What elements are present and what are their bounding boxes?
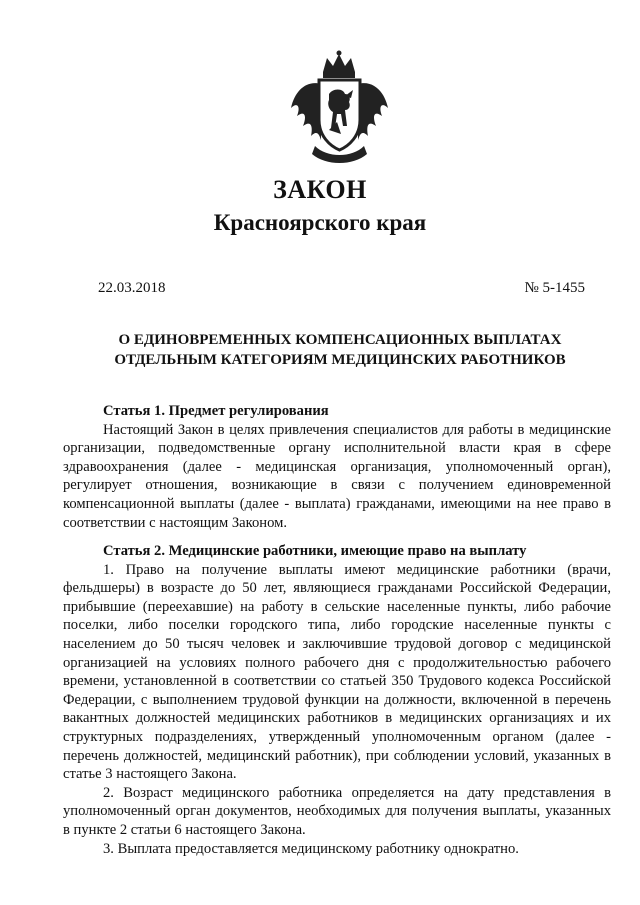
article-2-paragraph-1: 1. Право на получение выплаты имеют медицинские работники (врачи, фельдшеры) в возрасте до 50 лет, являющиеся гражданами Российской Федерации, прибывшие (переехавшие) на работу в сельские населенные пункты, либо рабочие поселки, либо поселки городского типа, либо городские населенные пункты с населением до 50 тысяч человек и заключившие трудовой договор с медицинской организацией на условиях полного рабочего дня с продолжительностью рабочего времени, установленной в соответствии со статьей 350 Трудового кодекса Российской Федерации, с выполнением трудовой функции на должности, включенной в перечень вакантных должностей медицинских работников в медицинских организациях и их структурных подразделениях, утвержденный уполномоченным органом (далее - перечень должностей, медицинский работник), при соблюдении условий, указанных в статье 3 настоящего Закона.: [63, 561, 611, 783]
article-1: [63, 402, 611, 532]
law-title-line-1: О ЕДИНОВРЕМЕННЫХ КОМПЕНСАЦИОННЫХ ВЫПЛАТАХ: [118, 332, 562, 348]
article-2-paragraph-3: 3. Выплата предоставляется медицинскому работнику однократно.: [103, 840, 519, 857]
article-2-paragraph-2: 2. Возраст медицинского работника определяется на дату представления в уполномоченный орган документов, необходимых для получения выплаты, указанных в пункте 2 статьи 6 настоящего Закона.: [63, 784, 611, 838]
article-2: [63, 542, 611, 858]
law-number: № 5-1455: [524, 280, 585, 296]
article-1-paragraph: Настоящий Закон в целях привлечения специалистов для работы в медицинские организации, подведомственные органу исполнительной власти края в сфере здравоохранения (далее - медицинская организация, уполномоченный орган), регулирует отношения, возникающие в связи с получением единовременной компенсационной выплаты (далее - выплата) гражданами, имеющими на нее право в соответствии с настоящим Законом.: [63, 421, 611, 531]
document-title: ЗАКОН: [273, 175, 367, 204]
article-1-heading: Статья 1. Предмет регулирования: [103, 403, 329, 419]
article-2-heading: Статья 2. Медицинские работники, имеющие право на выплату: [103, 543, 527, 559]
law-date: 22.03.2018: [98, 280, 166, 296]
law-title-line-2: ОТДЕЛЬНЫМ КАТЕГОРИЯМ МЕДИЦИНСКИХ РАБОТНИКОВ: [114, 352, 566, 368]
document-subtitle: Красноярского края: [213, 210, 427, 235]
law-title: [70, 330, 610, 370]
coat-of-arms-emblem: [287, 50, 392, 168]
